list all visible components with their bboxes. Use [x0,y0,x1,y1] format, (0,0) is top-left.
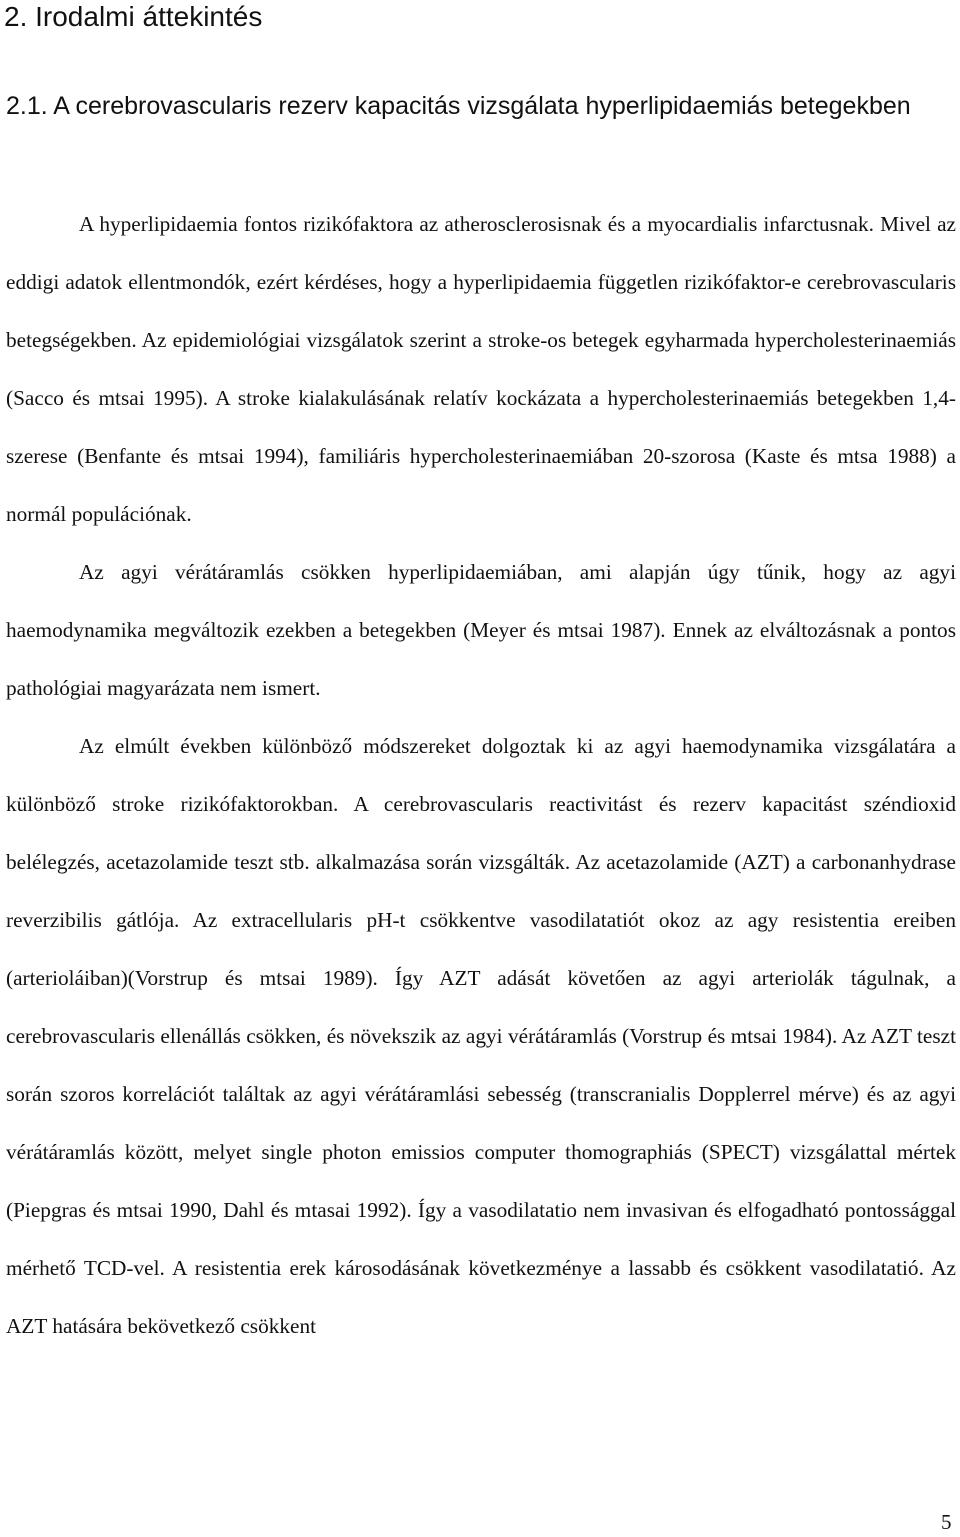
section-heading: 2.1. A cerebrovascularis rezerv kapacitás vizsgálata hyperlipidaemiás betegekben [6,92,911,120]
paragraph-hyperlipidaemia: A hyperlipidaemia fontos rizikófaktora az atherosclerosisnak és a myocardialis infarctusnak. Mivel az eddigi adatok ellentmondók, ezért kérdéses, hogy a hyperlipidaemia független rizikófaktor-e cerebrovascularis betegségekben. Az epidemiológiai vizsgálatok szerint a stroke-os betegek egyharmada hypercholesterinaemiás (Sacco és mtsai 1995). A stroke kialakulásának relatív kockázata a hypercholesterinaemiás betegekben 1,4-szerese (Benfante és mtsai 1994), familiáris hypercholesterinaemiában 20-szorosa (Kaste és mtsa 1988) a normál populációnak. [6,212,956,526]
page-number: 5 [941,1510,952,1534]
paragraph-cerebral-blood-flow: Az agyi vérátáramlás csökken hyperlipidaemiában, ami alapján úgy tűnik, hogy az agyi haemodynamika megváltozik ezekben a betegekben (Meyer és mtsai 1987). Ennek az elváltozásnak a pontos pathológiai magyarázata nem ismert. [6,560,956,700]
chapter-heading: 2. Irodalmi áttekintés [4,1,263,32]
paragraph-methods: Az elmúlt években különböző módszereket dolgoztak ki az agyi haemodynamika vizsgálatára a különböző stroke rizikófaktorokban. A cerebrovascularis reactivitást és rezerv kapacitást széndioxid belélegzés, acetazolamide teszt stb. alkalmazása során vizsgálták. Az acetazolamide (AZT) a carbonanhydrase reverzibilis gátlója. Az extracellularis pH-t csökkentve vasodilatatiót okoz az agy resistentia ereiben (arterioláiban)(Vorstrup és mtsai 1989). Így AZT adását követően az agyi arteriolák tágulnak, a cerebrovascularis ellenállás csökken, és növekszik az agyi vérátáramlás (Vorstrup és mtsai 1984). Az AZT teszt során szoros korrelációt találtak az agyi vérátáramlási sebesség (transcranialis Dopplerrel mérve) és az agyi vérátáramlás között, melyet single photon emissios computer thomographiás (SPECT) vizsgálattal mértek (Piepgras és mtsai 1990, Dahl és mtasai 1992). Így a vasodilatatio nem invasivan és elfogadható pontossággal mérhető TCD-vel. A resistentia erek károsodásának következménye a lassabb és csökkent vasodilatatió. Az AZT hatására bekövetkező csökkent [6,734,956,1338]
body-text [6,195,956,1355]
